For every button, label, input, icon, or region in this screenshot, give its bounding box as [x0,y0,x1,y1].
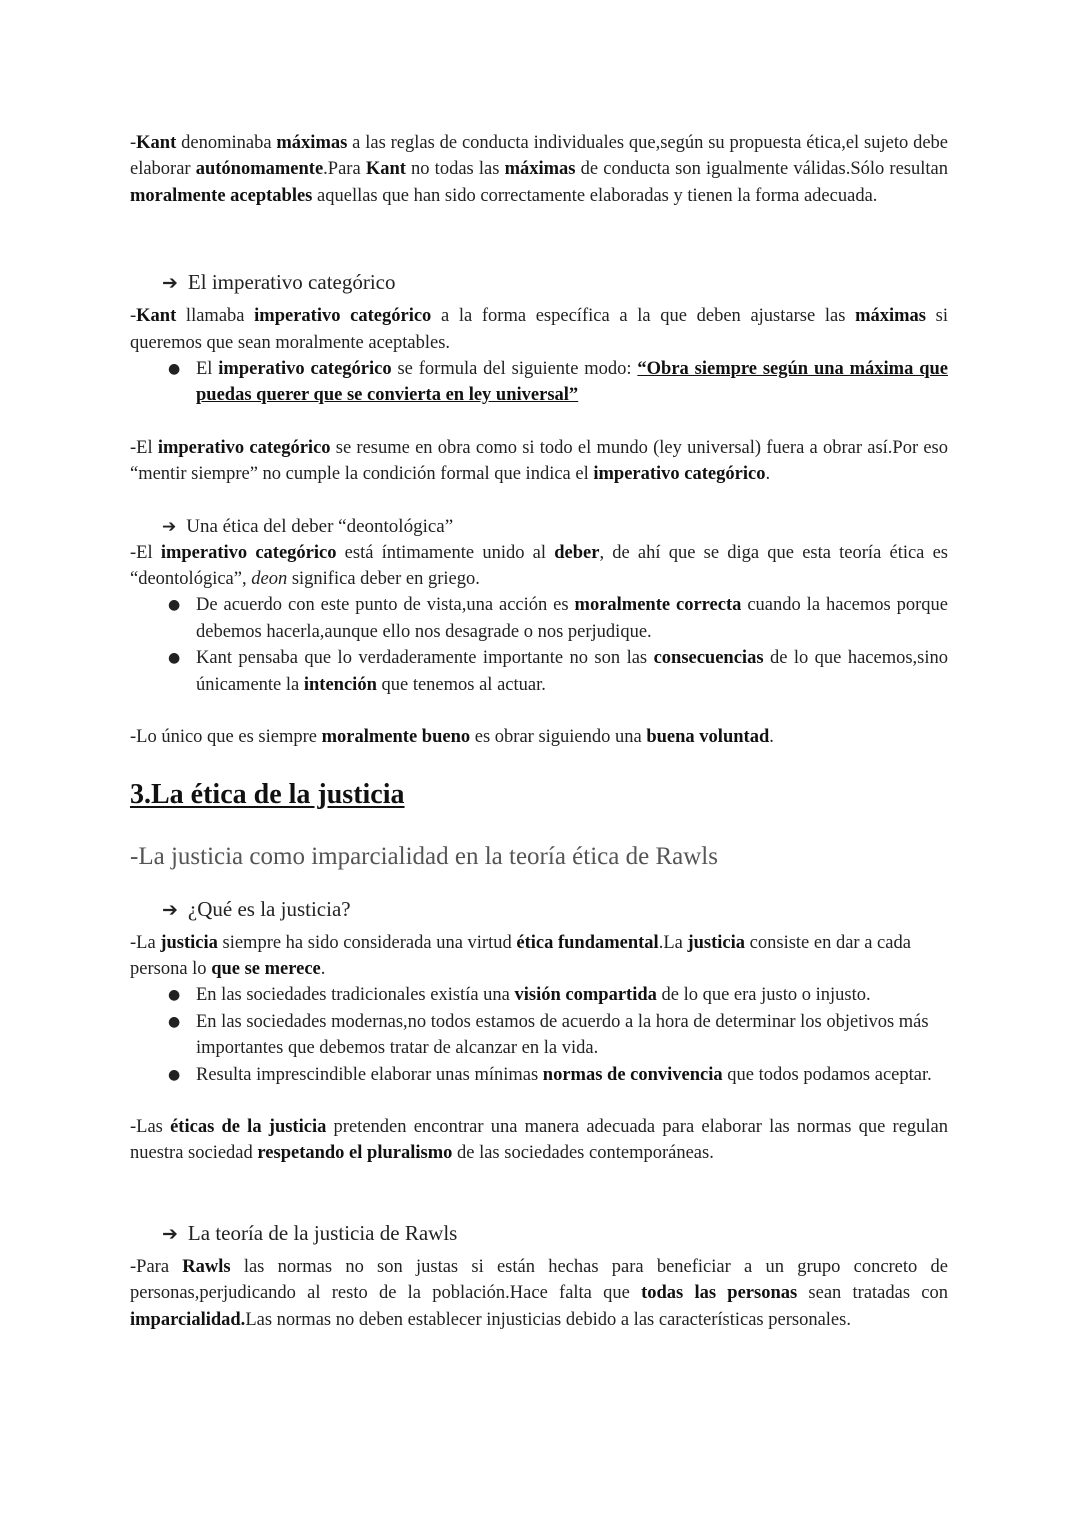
text: -El [130,542,161,563]
text: . [765,464,771,485]
bold-text: todas las personas [641,1283,798,1304]
text: aquellas que han sido correctamente elaboradas y tienen la forma adecuada. [312,185,878,206]
text: Kant pensaba que lo verdaderamente importante no son las [196,648,654,669]
bold-text: imparcialidad. [130,1309,246,1330]
section-title: 3.La ética de la justicia [130,778,405,810]
heading-imperativo-categorico [162,268,948,297]
text: de lo que era justo o injusto. [656,985,871,1006]
text: De acuerdo con este punto de vista,una acción es [196,595,575,616]
text: Las normas no deben establecer injusticias debido a las características personales. [245,1309,851,1330]
bold-text: moralmente correcta [574,595,742,616]
list-item [130,1009,948,1062]
text: - [130,306,137,327]
text: de conducta son igualmente válidas.Sólo resultan [575,159,948,180]
text: de lo que hacemos,sino únicamente la [196,648,949,695]
bold-text: intención [303,674,377,695]
paragraph-deber [130,540,948,593]
text: , de ahí que se diga que esta teoría ética es “deontológica”, [130,542,949,590]
text: . [769,727,774,748]
text: sean tratadas con [797,1283,948,1304]
bold-text: buena voluntad [646,727,770,748]
arrow-right-icon: ➔ [162,272,178,295]
list-item [130,982,948,1008]
bold-text: Kant [136,133,177,153]
bold-text: Kant [136,306,177,327]
bullet-icon: ● [168,650,181,667]
text: si queremos que sean moralmente aceptables. [130,306,949,353]
paragraph-justicia [130,930,948,983]
bold-text: imperativo categórico [157,437,331,458]
text: .La [658,932,688,953]
text: -La [130,932,161,953]
heading-label: El imperativo categórico [187,270,396,295]
text: . [320,958,326,979]
list-item [130,592,948,645]
bold-text: imperativo categórico [593,464,766,485]
bold-text: máximas [855,306,926,327]
text: -Las [130,1116,171,1137]
paragraph-buena-voluntad [130,724,948,750]
document-page [130,130,948,1333]
text: cuando la hacemos porque debemos hacerla,aunque ello nos desagrade o nos perjudique. [196,595,948,642]
bold-text: Rawls [182,1256,231,1277]
list-deber [130,592,948,698]
bold-text: justicia [687,932,746,953]
paragraph-rawls [130,1254,948,1333]
heading-label: ¿Qué es la justicia? [187,896,351,921]
text: que todos podamos aceptar. [722,1064,932,1085]
text: En las sociedades tradicionales existía una [196,985,515,1006]
text: -Para [130,1256,183,1277]
bold-text: respetando el pluralismo [257,1143,453,1164]
italic-text: deon [251,569,288,590]
heading-teoria-rawls [162,1219,948,1248]
subsection-title: -La justicia como imparcialidad en la teoría ética de Rawls [130,842,718,870]
list-imperativo [130,356,948,409]
text: que tenemos al actuar. [376,674,546,695]
text: Resulta imprescindible elaborar unas mínimas [196,1064,543,1085]
text: a la forma específica a la que deben ajustarse las [431,306,856,327]
bold-text: ética fundamental [516,932,659,953]
arrow-right-icon: ➔ [162,898,178,921]
text: denominaba [176,133,277,153]
bold-text: imperativo categórico [218,359,392,380]
text: -Lo único que es siempre [130,727,322,748]
text: consiste en dar a cada persona lo [130,932,911,979]
heading-que-es-justicia [162,895,948,924]
bullet-icon: ● [168,597,181,614]
bold-text: moralmente bueno [321,727,471,748]
heading-deontologica [162,514,948,540]
list-item [130,356,948,409]
text: - [130,133,137,153]
bullet-icon: ● [168,1066,181,1083]
bold-text: moralmente aceptables [130,185,313,206]
list-item [130,1062,948,1088]
text: de las sociedades contemporáneas. [452,1143,714,1164]
bold-text: justicia [160,932,218,953]
arrow-right-icon: ➔ [162,1222,178,1245]
text: significa deber en griego. [287,569,480,590]
text: En las sociedades modernas,no todos estamos de acuerdo a la hora de determinar los objetivos más importantes que debemos tratar de alcanzar en la vida. [196,1011,929,1059]
bullet-icon: ● [168,1013,181,1030]
formula-quote: “Obra siempre según una máxima que puedas querer que se convierta en ley universal” [196,359,948,406]
list-justicia [130,982,948,1088]
heading-label: Una ética del deber “deontológica” [186,515,454,537]
text: pretenden encontrar una manera adecuada para elaborar las normas que regulan nuestra sociedad [130,1116,949,1164]
text: las normas no son justas si están hechas para beneficiar a un grupo concreto de personas,perjudicando al resto de la población.Hace falta que [130,1256,948,1304]
list-item [130,645,948,698]
arrow-right-icon: ➔ [162,516,177,537]
bold-text: visión compartida [514,985,657,1006]
text: se resume en obra como si todo el mundo (ley universal) fuera a obrar así.Por eso “mentir siempre” no cumple la condición formal que indica el [130,437,949,485]
bullet-icon: ● [168,987,181,1004]
paragraph-imperativo [130,303,948,356]
heading-label: La teoría de la justicia de Rawls [187,1220,458,1245]
text: es obrar siguiendo una [470,727,647,748]
text: llamaba [176,306,255,327]
text: El [196,359,219,380]
text: siempre ha sido considerada una virtud [217,932,517,953]
text: está íntimamente unido al [336,542,555,563]
text: .Para [323,159,366,180]
bold-text: Kant [365,159,406,180]
text: no todas las [405,159,505,180]
bullet-icon: ● [168,361,181,378]
paragraph-eticas-justicia [130,1114,948,1167]
bold-text: deber [554,542,600,563]
text: se formula del siguiente modo: [391,359,638,380]
bold-text: máximas [276,133,348,153]
bold-text: imperativo categórico [160,542,337,563]
text: -El [130,437,158,458]
bold-text: imperativo categórico [254,306,432,327]
bold-text: máximas [504,159,576,180]
bold-text: éticas de la justicia [170,1116,327,1137]
bold-text: normas de convivencia [542,1064,723,1085]
paragraph-resumen [130,435,948,488]
text: a las reglas de conducta individuales que,según su propuesta ética,el sujeto debe elaborar [130,133,948,180]
paragraph-maximas [130,130,948,209]
bold-text: que se merece [211,958,321,979]
bold-text: autónomamente [195,159,324,180]
bold-text: consecuencias [653,648,764,669]
